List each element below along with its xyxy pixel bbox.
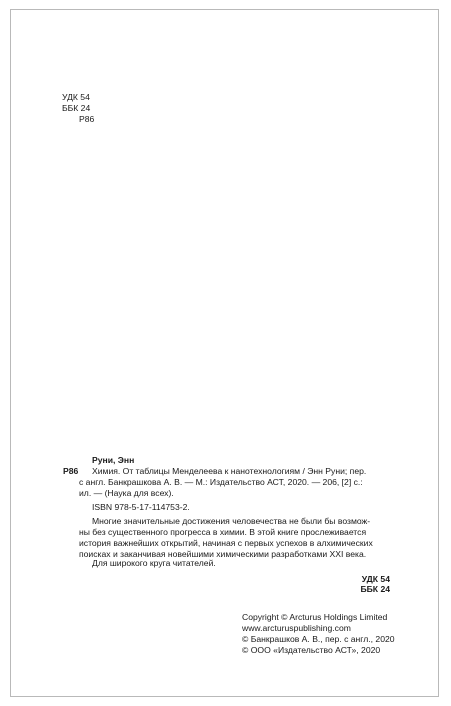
card-udk: УДК 54 xyxy=(361,574,390,584)
card-author-mark: Р86 xyxy=(63,466,79,476)
annotation-line: история важнейших открытий, начиная с первых успехов в алхимических xyxy=(79,538,373,548)
annotation-line: поисках и заканчивая новейшими химическими разработками XXI века. xyxy=(79,549,367,559)
audience-note: Для широкого круга читателей. xyxy=(92,558,216,568)
card-description-line: ил. — (Наука для всех). xyxy=(79,488,174,498)
udk-code: УДК 54 xyxy=(62,92,90,102)
card-isbn: ISBN 978-5-17-114753-2. xyxy=(92,502,190,512)
card-bbk: ББК 24 xyxy=(360,584,390,594)
publisher-url: www.arcturuspublishing.com xyxy=(242,623,351,633)
copyright-line: © Банкрашков А. В., пер. с англ., 2020 xyxy=(242,634,395,644)
card-author: Руни, Энн xyxy=(92,455,135,465)
copyright-line: © ООО «Издательство АСТ», 2020 xyxy=(242,645,381,655)
author-mark: Р86 xyxy=(79,114,95,124)
annotation-line: ны без существенного прогресса в химии. В этой книге прослеживается xyxy=(79,527,367,537)
annotation-line: Многие значительные достижения человечества не были бы возмож- xyxy=(92,516,371,526)
card-description-line: с англ. Банкрашкова А. В. — М.: Издательство АСТ, 2020. — 206, [2] с.: xyxy=(79,477,363,487)
copyright-line: Copyright © Arcturus Holdings Limited xyxy=(242,612,388,622)
card-description-line: Химия. От таблицы Менделеева к нанотехнологиям / Энн Руни; пер. xyxy=(92,466,367,476)
bbk-code: ББК 24 xyxy=(62,103,91,113)
